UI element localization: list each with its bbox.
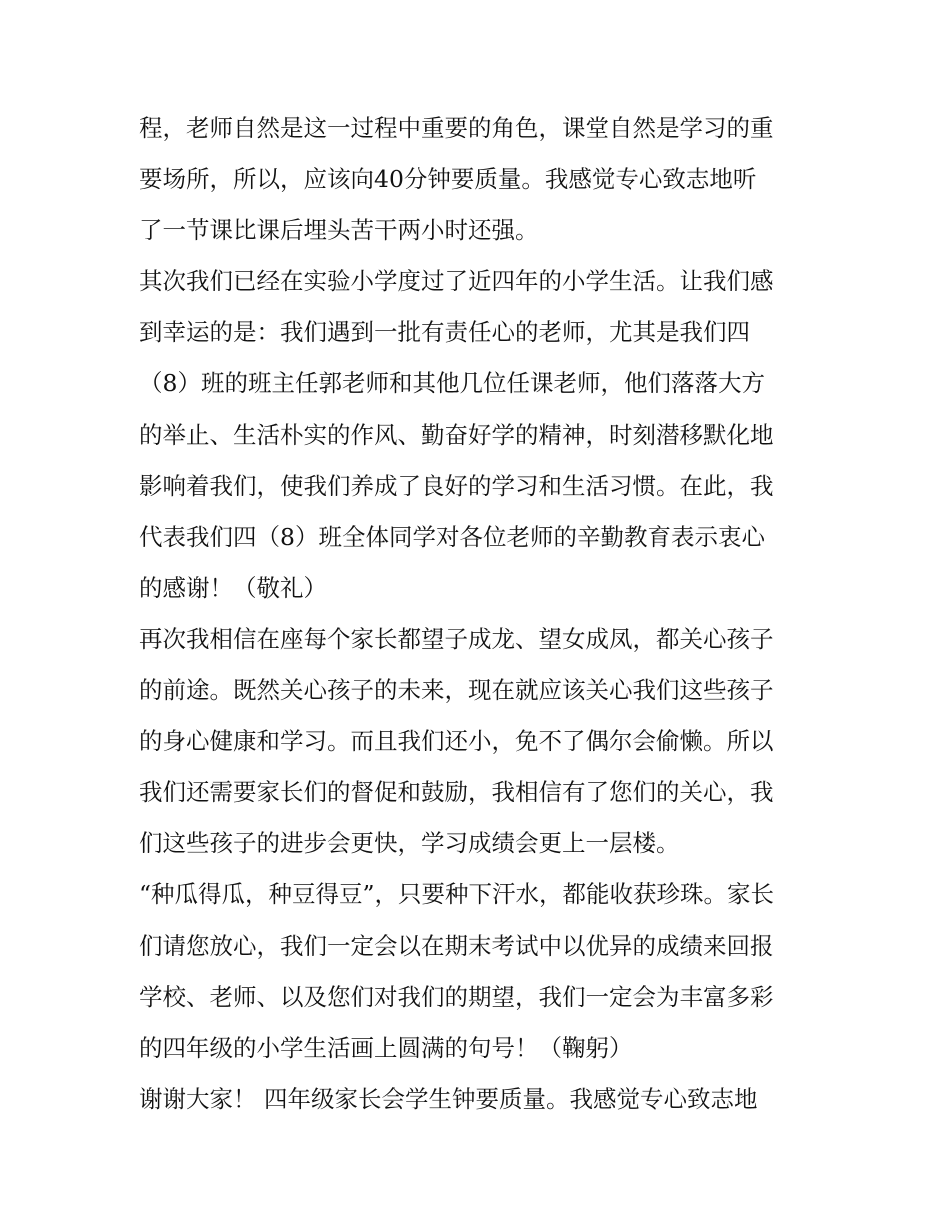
- text-line: （8）班的班主任郭老师和其他几位任课老师，他们落落大方: [139, 369, 765, 398]
- text-line: 到幸运的是：我们遇到一批有责任心的老师，尤其是我们四: [139, 318, 750, 347]
- text-line: 程，老师自然是这一过程中重要的角色，课堂自然是学习的重: [139, 114, 774, 142]
- text-line: 了一节课比课后埋头苦干两小时还强。: [139, 216, 539, 245]
- text-line: 学校、老师、以及您们对我们的期望，我们一定会为丰富多彩: [139, 982, 774, 1011]
- text-line: 的举止、生活朴实的作风、勤奋好学的精神，时刻潜移默化地: [139, 420, 774, 449]
- text-line: 代表我们四（8）班全体同学对各位老师的辛勤教育表示衷心: [139, 522, 765, 551]
- text-line: 的身心健康和学习。而且我们还小，免不了偶尔会偷懒。所以: [139, 727, 774, 756]
- text-line: 们这些孩子的进步会更快，学习成绩会更上一层楼。: [139, 829, 680, 858]
- text-line: 们请您放心，我们一定会以在期末考试中以优异的成绩来回报: [139, 931, 774, 960]
- text-line: 要场所，所以，应该向40分钟要质量。我感觉专心致志地听: [139, 165, 757, 194]
- text-line: 谢谢大家！ 四年级家长会学生钟要质量。我感觉专心致志地: [139, 1084, 758, 1113]
- text-line: 影响着我们，使我们养成了良好的学习和生活习惯。在此，我: [139, 471, 774, 500]
- text-line: 的感谢！（敬礼）: [139, 573, 327, 602]
- text-line: 我们还需要家长们的督促和鼓励，我相信有了您们的关心，我: [139, 778, 774, 807]
- text-line: 其次我们已经在实验小学度过了近四年的小学生活。让我们感: [139, 267, 774, 296]
- text-line: 的前途。既然关心孩子的未来，现在就应该关心我们这些孩子: [139, 676, 774, 705]
- text-line: 的四年级的小学生活画上圆满的句号！（鞠躬）: [139, 1033, 633, 1062]
- document-body: [139, 103, 819, 1125]
- text-line: “种瓜得瓜，种豆得豆”，只要种下汗水，都能收获珍珠。家长: [139, 880, 775, 909]
- text-line: 再次我相信在座每个家长都望子成龙、望女成凤，都关心孩子: [139, 624, 774, 653]
